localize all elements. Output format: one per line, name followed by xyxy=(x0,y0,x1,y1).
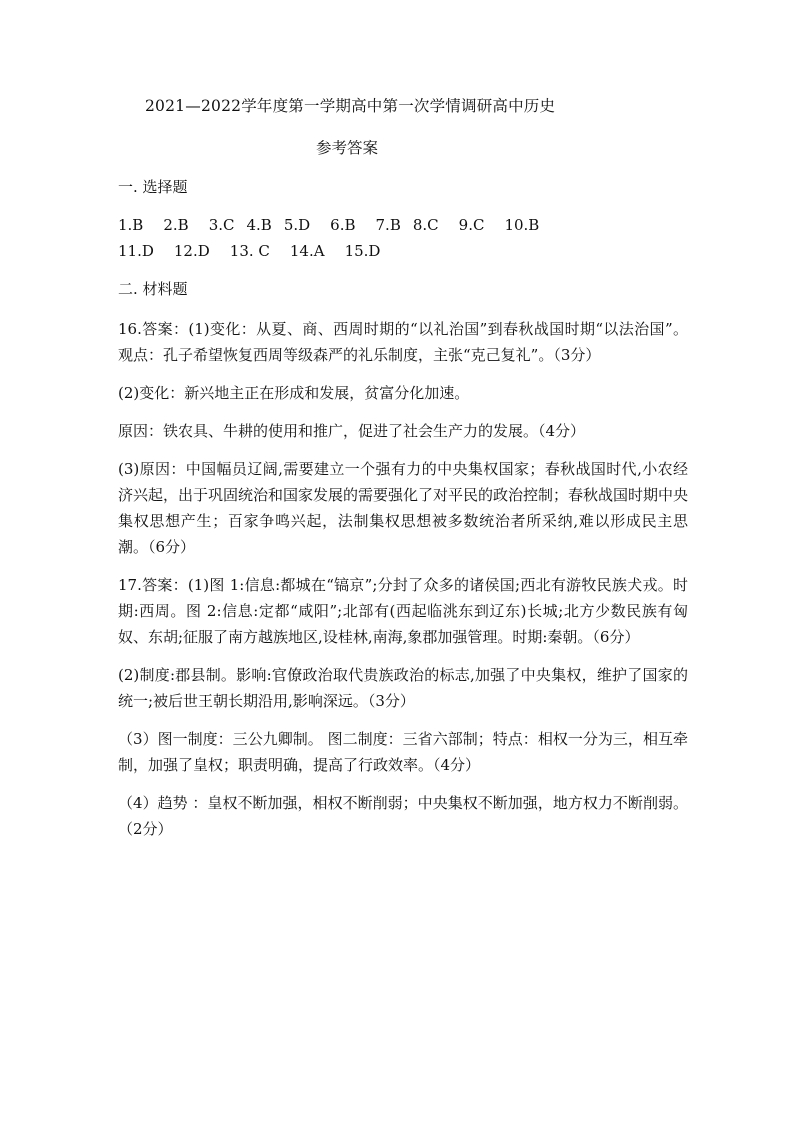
answer-paragraph-16-1: 16.答案：(1)变化：从夏、商、西周时期的“以礼治国”到春秋战国时期“以法治国”。观点：孔子希望恢复西周等级森严的礼乐制度，主张“克己复礼”。（3分） xyxy=(118,320,688,364)
answer-paragraph-16-2-reason: 原因：铁农具、牛耕的使用和推广，促进了社会生产力的发展。（4分） xyxy=(118,422,586,440)
choice-answer: 6.B xyxy=(330,216,356,234)
choice-answer: 8.C xyxy=(412,216,439,234)
choice-answer: 14.A xyxy=(289,242,325,260)
answer-content xyxy=(118,174,688,854)
answer-paragraph-16-2: (2)变化：新兴地主正在形成和发展，贫富分化加速。 xyxy=(118,384,470,402)
answer-paragraph-17-2: (2)制度:郡县制。影响:官僚政治取代贵族政治的标志,加强了中央集权，维护了国家的统一;被后世王朝长期沿用,影响深远。（3分） xyxy=(118,666,688,710)
choice-answer: 15.D xyxy=(344,242,381,260)
choice-answer: 2.B xyxy=(163,216,189,234)
answer-paragraph-17-1: 17.答案：(1)图 1:信息:都城在“镐京”;分封了众多的诸侯国;西北有游牧民族犬戎。时期:西周。图 2:信息:定都“咸阳”;北部有(西起临洮东到辽东)长城;北方少数民族有匈奴、东胡;征服了南方越族地区,设桂林,南海,象郡加强管理。时期:秦朝。（6分） xyxy=(118,576,688,646)
choice-answers xyxy=(118,212,688,264)
choice-row-1 xyxy=(118,212,688,238)
choice-answer: 9.C xyxy=(458,216,485,234)
choice-answer: 1.B xyxy=(118,216,144,234)
choice-answer: 7.B xyxy=(375,216,401,234)
choice-row-2 xyxy=(118,238,688,264)
choice-answer: 10.B xyxy=(504,216,540,234)
choice-answer: 5.D xyxy=(283,216,311,234)
choice-answer: 4.B xyxy=(246,216,272,234)
answer-paragraph-17-3: （3）图一制度：三公九卿制。 图二制度：三省六部制；特点：相权一分为三，相互牵制，加强了皇权；职责明确，提高了行政效率。（4分） xyxy=(118,730,688,774)
answer-paragraph-17-4: （4）趋势 ：皇权不断加强，相权不断削弱；中央集权不断加强，地方权力不断削弱。（2分） xyxy=(118,794,688,838)
document-title: 2021—2022学年度第一学期高中第一次学情调研高中历史 xyxy=(145,97,556,115)
section-heading-material: 二. 材料题 xyxy=(118,280,188,298)
answer-paragraph-16-3: (3)原因：中国幅员辽阔,需要建立一个强有力的中央集权国家；春秋战国时代,小农经济兴起，出于巩固统治和国家发展的需要强化了对平民的政治控制；春秋战国时期中央集权思想产生；百家争鸣兴起，法制集权思想被多数统治者所采纳,难以形成民主思潮。（6分） xyxy=(118,460,689,556)
choice-answer: 12.D xyxy=(173,242,210,260)
choice-answer: 13. C xyxy=(229,242,270,260)
section-heading-choice: 一. 选择题 xyxy=(118,178,188,196)
document-subtitle: 参考答案 xyxy=(316,139,379,157)
choice-answer: 3.C xyxy=(208,216,235,234)
choice-answer: 11.D xyxy=(118,242,154,260)
